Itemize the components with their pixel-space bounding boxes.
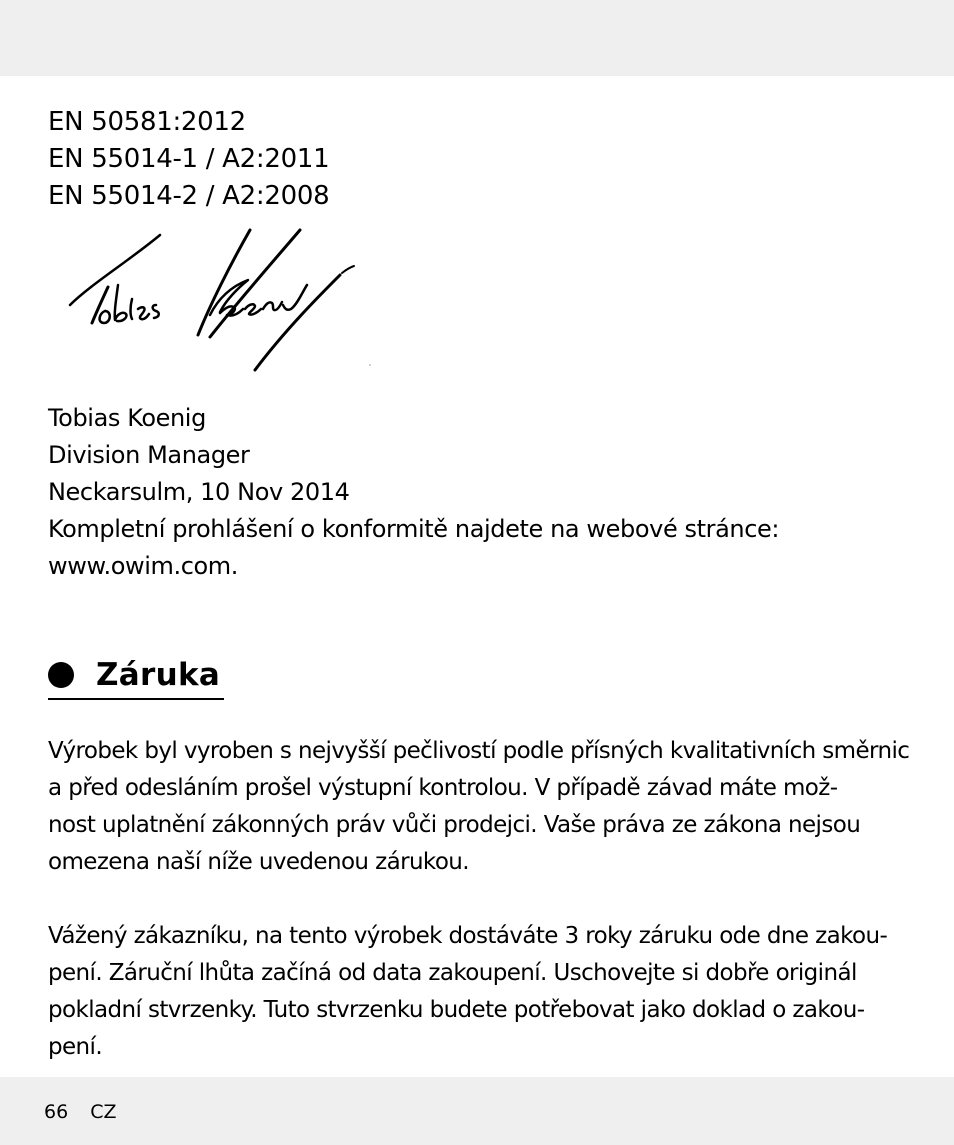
signer-role: Division Manager: [48, 441, 250, 469]
standard-line: EN 55014-1 / A2:2011: [48, 144, 330, 174]
page-number: 66: [44, 1101, 69, 1123]
paragraph-line: omezena naší níže uvedenou zárukou.: [48, 849, 469, 875]
section-title: Záruka: [96, 657, 221, 693]
standards-list: [48, 104, 329, 215]
page-footer: [44, 1099, 116, 1125]
paragraph-line: pení. Záruční lhůta začíná od data zakoupení. Uschovejte si dobře originál: [48, 960, 857, 986]
language-code: CZ: [90, 1101, 117, 1123]
conformity-url[interactable]: www.owim.com.: [48, 552, 238, 580]
section-underline: [48, 698, 224, 700]
bullet-icon: [48, 662, 74, 688]
paragraph-line: Výrobek byl vyroben s nejvyšší pečlivostí podle přísných kvalitativních směrnic: [48, 738, 910, 764]
paragraph-line: a před odesláním prošel výstupní kontrolou. V případě závad máte mož-: [48, 775, 838, 801]
warranty-paragraph: [48, 733, 918, 881]
warranty-paragraph: [48, 918, 918, 1066]
standard-line: EN 50581:2012: [48, 107, 246, 137]
signer-block: [48, 400, 908, 585]
paragraph-line: nost uplatnění zákonných práv vůči prodejci. Vaše práva ze zákona nejsou: [48, 812, 861, 838]
paragraph-line: Vážený zákazníku, na tento výrobek dostáváte 3 roky záruku ode dne zakou-: [48, 923, 888, 949]
signer-name: Tobias Koenig: [48, 404, 206, 432]
paragraph-line: pení.: [48, 1034, 103, 1060]
signature-image: [60, 225, 380, 380]
footer-band: [0, 1077, 954, 1145]
standard-line: EN 55014-2 / A2:2008: [48, 181, 330, 211]
conformity-note: Kompletní prohlášení o konformitě najdete na webové stránce:: [48, 515, 780, 543]
header-band: [0, 0, 954, 76]
paragraph-line: pokladní stvrzenky. Tuto stvrzenku budete potřebovat jako doklad o zakou-: [48, 997, 865, 1023]
signer-place-date: Neckarsulm, 10 Nov 2014: [48, 478, 350, 506]
